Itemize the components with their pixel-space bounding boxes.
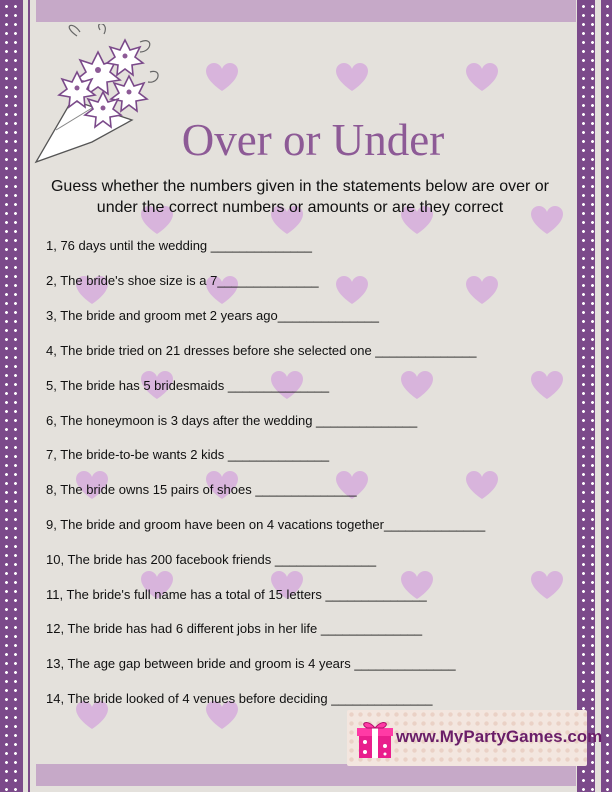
heart-icon: [530, 370, 564, 400]
statement-item: 10, The bride has 200 facebook friends ______________: [46, 552, 377, 567]
statement-item: 4, The bride tried on 21 dresses before she selected one ______________: [46, 343, 477, 358]
heart-icon: [465, 275, 499, 305]
bouquet-icon: [32, 24, 164, 170]
left-border-line: [28, 0, 30, 792]
left-dotted-border: [0, 0, 23, 792]
heart-icon: [335, 275, 369, 305]
statement-item: 11, The bride's full name has a total of 15 letters ______________: [46, 587, 427, 602]
heart-icon: [465, 62, 499, 92]
statement-item: 6, The honeymoon is 3 days after the wedding ______________: [46, 413, 418, 428]
statement-item: 13, The age gap between bride and groom is 4 years ______________: [46, 656, 456, 671]
statement-item: 12, The bride has had 6 different jobs in her life ______________: [46, 621, 423, 636]
gift-icon: [353, 716, 397, 760]
top-band: [36, 0, 576, 22]
instructions-text: Guess whether the numbers given in the statements below are over or under the correct numbers or amounts or are they correct: [50, 178, 550, 216]
heart-icon: [465, 470, 499, 500]
heart-icon: [530, 570, 564, 600]
statement-item: 2, The bride's shoe size is a 7______________: [46, 273, 319, 288]
bottom-band: [36, 764, 576, 786]
statement-item: 3, The bride and groom met 2 years ago______________: [46, 308, 379, 323]
statement-item: 8, The bride owns 15 pairs of shoes ______________: [46, 482, 357, 497]
site-promo-badge[interactable]: [347, 710, 603, 766]
heart-icon: [335, 62, 369, 92]
right-dotted-border-inner: [577, 0, 595, 792]
statement-item: 9, The bride and groom have been on 4 vacations together______________: [46, 517, 486, 532]
statement-item: 7, The bride-to-be wants 2 kids ______________: [46, 447, 330, 462]
statement-item: 14, The bride looked of 4 venues before deciding ______________: [46, 691, 433, 706]
right-dotted-border-outer: [601, 0, 612, 792]
page-title: Over or Under: [181, 115, 445, 165]
heart-icon: [400, 370, 434, 400]
heart-icon: [205, 62, 239, 92]
site-url-link[interactable]: www.MyPartyGames.com: [396, 727, 603, 746]
statement-item: 5, The bride has 5 bridesmaids ______________: [46, 378, 330, 393]
statement-item: 1, 76 days until the wedding ______________: [46, 238, 312, 253]
